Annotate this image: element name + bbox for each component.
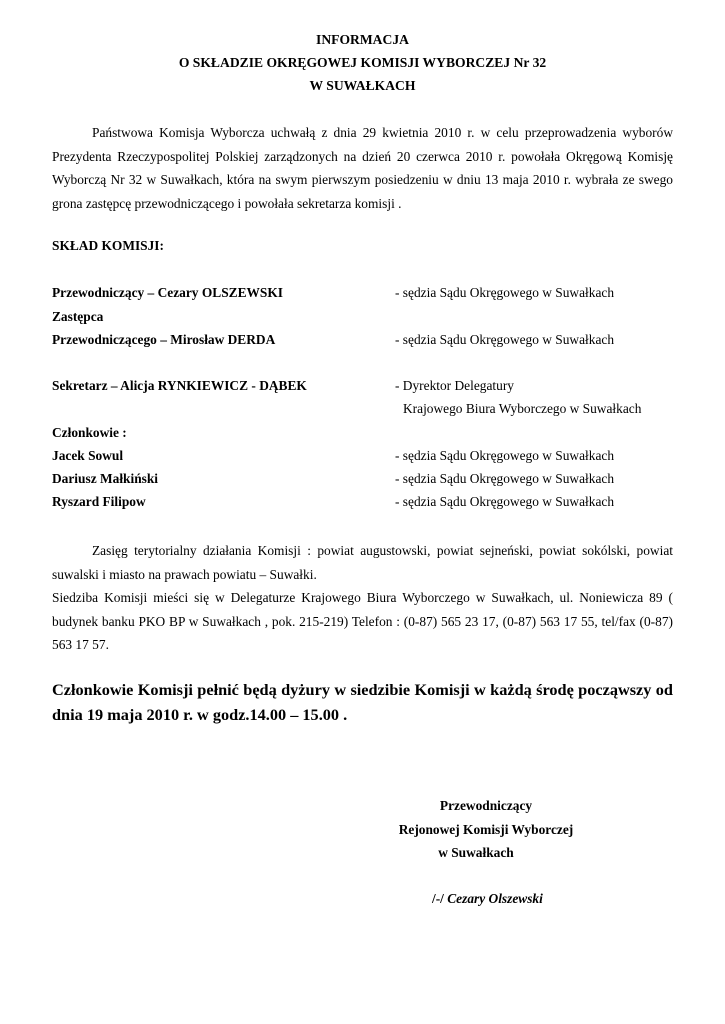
signature bbox=[432, 891, 543, 907]
member-role: - sędzia Sądu Okręgowego w Suwałkach bbox=[395, 448, 615, 463]
deputy-label: Zastępca bbox=[52, 309, 104, 324]
chair-name: Przewodniczący – Cezary OLSZEWSKI bbox=[52, 285, 283, 300]
header-location: W SUWAŁKACH bbox=[309, 78, 416, 93]
seat-paragraph: Siedziba Komisji mieści się w Delegaturze Krajowego Biura Wyborczego w Suwałkach, ul. Noniewicza 89 ( budynek banku PKO BP w Suwałkach , pok. 215-219) Telefon : (0-87) 565 23 17, (0-87) 563 17 55, tel/fax (0-87) 563 17 57. bbox=[52, 590, 673, 652]
signature-prefix: /-/ bbox=[432, 891, 448, 906]
members-heading: Członkowie : bbox=[52, 425, 127, 440]
signature-location: w Suwałkach bbox=[438, 845, 514, 860]
member-role: - sędzia Sądu Okręgowego w Suwałkach bbox=[395, 494, 615, 509]
member-name: Dariusz Małkiński bbox=[52, 471, 159, 486]
scope-paragraph: Zasięg terytorialny działania Komisji : powiat augustowski, powiat sejneński, powiat sokólski, powiat suwalski i miasto na prawach powiatu – Suwałki. bbox=[52, 543, 673, 582]
composition-heading: SKŁAD KOMISJI: bbox=[52, 238, 164, 253]
secretary-name: Sekretarz – Alicja RYNKIEWICZ - DĄBEK bbox=[52, 378, 307, 393]
deputy-name: Przewodniczącego – Mirosław DERDA bbox=[52, 332, 276, 347]
signature-committee: Rejonowej Komisji Wyborczej bbox=[398, 822, 574, 837]
header-title: INFORMACJA bbox=[316, 32, 409, 47]
member-name: Ryszard Filipow bbox=[52, 494, 146, 509]
member-name: Jacek Sowul bbox=[52, 448, 124, 463]
member-role: - sędzia Sądu Okręgowego w Suwałkach bbox=[395, 471, 615, 486]
signature-title: Przewodniczący bbox=[439, 798, 533, 813]
chair-role: - sędzia Sądu Okręgowego w Suwałkach bbox=[395, 285, 615, 300]
header-subtitle: O SKŁADZIE OKRĘGOWEJ KOMISJI WYBORCZEJ Nr 32 bbox=[178, 55, 547, 70]
intro-paragraph: Państwowa Komisja Wyborcza uchwałą z dnia 29 kwietnia 2010 r. w celu przeprowadzenia wyborów Prezydenta Rzeczypospolitej Polskiej zarządzonych na dzień 20 czerwca 2010 r. powołała Okręgową Komisję Wyborczą Nr 32 w Suwałkach, która na swym pierwszym posiedzeniu w dniu 13 maja 2010 r. wybrała ze swego grona zastępcę przewodniczącego i powołała sekretarza komisji . bbox=[52, 125, 673, 211]
secretary-role: - Dyrektor Delegatury bbox=[395, 378, 514, 393]
signature-name: Cezary Olszewski bbox=[447, 891, 543, 906]
duty-notice: Członkowie Komisji pełnić będą dyżury w siedzibie Komisji w każdą środę począwszy od dnia 19 maja 2010 r. w godz.14.00 – 15.00 . bbox=[52, 680, 673, 724]
deputy-role: - sędzia Sądu Okręgowego w Suwałkach bbox=[395, 332, 615, 347]
secretary-role-cont: Krajowego Biura Wyborczego w Suwałkach bbox=[403, 401, 642, 416]
